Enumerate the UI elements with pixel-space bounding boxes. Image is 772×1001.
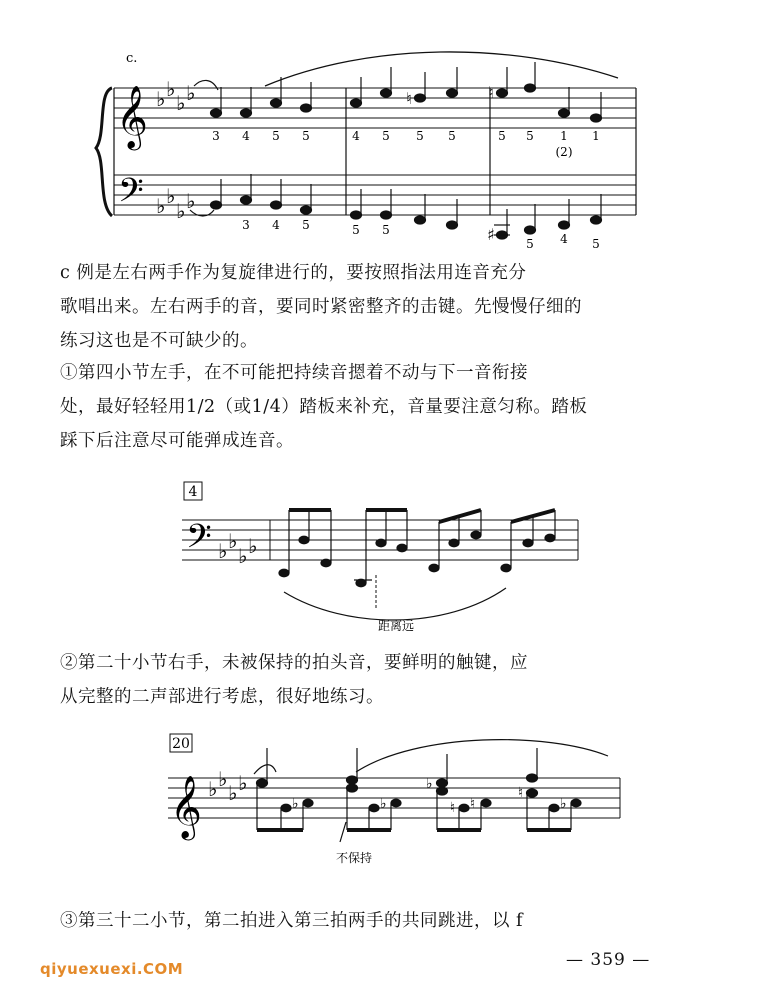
measure-number: 20 <box>172 736 190 752</box>
slur-right-hand <box>265 52 618 86</box>
text-line: 歌唱出来。左右两手的音，要同时紧密整齐的击键。先慢慢仔细的 <box>60 297 582 317</box>
measure-4-notes <box>279 510 555 587</box>
text-line: 处，最好轻轻用1/2（或1/4）踏板来补充，音量要注意匀称。踏板 <box>60 397 588 417</box>
page-number: — 359 — <box>566 950 651 970</box>
score-example-measure-20 <box>168 732 628 882</box>
svg-text:5: 5 <box>302 129 310 143</box>
svg-text:5: 5 <box>498 129 506 143</box>
annotation-distance: 距离远 <box>378 619 415 633</box>
svg-text:♮: ♮ <box>470 796 476 812</box>
slur-distance <box>284 588 506 620</box>
text-line: ①第四小节左手，在不可能把持续音摁着不动与下一音衔接 <box>60 363 528 383</box>
svg-text:5: 5 <box>352 223 360 237</box>
svg-text:♭: ♭ <box>560 796 567 812</box>
svg-text:5: 5 <box>592 237 600 250</box>
svg-text:♭: ♭ <box>292 796 299 812</box>
svg-text:5: 5 <box>272 129 280 143</box>
tie-start <box>194 80 218 90</box>
text-line: 从完整的二声部进行考虑，很好地练习。 <box>60 687 384 707</box>
svg-text:♭: ♭ <box>238 771 248 795</box>
svg-text:♭: ♭ <box>238 544 248 568</box>
text-line: c 例是左右两手作为复旋律进行的，要按照指法用连音充分 <box>60 263 527 283</box>
treble-clef-icon: 𝄞 <box>116 85 148 148</box>
bass-notes <box>211 174 602 239</box>
watermark: qiyuexuexi.COM <box>40 960 184 978</box>
key-signature-treble <box>208 767 247 805</box>
svg-text:♮: ♮ <box>450 800 456 816</box>
svg-text:♭: ♭ <box>186 189 196 213</box>
svg-text:5: 5 <box>382 129 390 143</box>
svg-text:3: 3 <box>212 129 220 143</box>
tie-measure-20 <box>254 765 276 774</box>
measure-number: 4 <box>188 484 198 500</box>
svg-text:♮: ♮ <box>518 785 524 801</box>
text-line: ②第二十小节右手，未被保持的拍头音，要鲜明的触键，应 <box>60 653 528 673</box>
grand-staff-brace <box>96 88 112 216</box>
paragraph-example-c-explanation <box>60 256 700 358</box>
score-example-measure-4 <box>176 480 596 640</box>
text-line: ③第三十二小节，第二拍进入第三拍两手的共同跳进，以 f <box>60 911 524 931</box>
svg-text:♭: ♭ <box>186 81 196 105</box>
non-sustain-marker <box>340 822 346 842</box>
bass-clef-icon: 𝄢 <box>118 172 144 218</box>
svg-text:♭: ♭ <box>218 767 228 791</box>
svg-text:♭: ♭ <box>166 184 176 208</box>
score-example-c <box>90 40 650 250</box>
svg-text:♭: ♭ <box>176 91 186 115</box>
svg-text:♮: ♮ <box>406 89 412 108</box>
key-signature-treble <box>156 77 195 115</box>
svg-text:4: 4 <box>560 232 568 246</box>
svg-text:5: 5 <box>526 129 534 143</box>
svg-text:4: 4 <box>352 129 360 143</box>
accidentals-measure-20 <box>292 776 567 816</box>
svg-text:♭: ♭ <box>426 776 433 792</box>
svg-text:♭: ♭ <box>208 777 218 801</box>
slur-measure-20 <box>356 740 608 772</box>
paragraph-measure-32-note <box>60 904 700 938</box>
paragraph-measure-4-note <box>60 356 700 458</box>
svg-text:1: 1 <box>592 129 600 143</box>
section-label: c. <box>126 51 138 66</box>
svg-text:♭: ♭ <box>156 87 166 111</box>
text-line: 踩下后注意尽可能弹成连音。 <box>60 431 294 451</box>
svg-text:(2): (2) <box>555 145 573 159</box>
svg-text:♭: ♭ <box>176 199 186 223</box>
svg-text:5: 5 <box>382 223 390 237</box>
svg-text:5: 5 <box>448 129 456 143</box>
svg-text:♭: ♭ <box>228 529 238 553</box>
svg-text:4: 4 <box>242 129 250 143</box>
svg-text:5: 5 <box>416 129 424 143</box>
svg-text:♭: ♭ <box>166 77 176 101</box>
svg-text:1: 1 <box>560 129 568 143</box>
key-signature-bass <box>156 184 195 223</box>
key-signature-bass <box>218 529 257 568</box>
svg-text:3: 3 <box>242 218 250 232</box>
svg-text:♭: ♭ <box>218 539 228 563</box>
svg-text:♭: ♭ <box>380 796 387 812</box>
svg-text:♮: ♮ <box>488 83 494 102</box>
fingering-right-hand <box>212 129 600 159</box>
svg-text:4: 4 <box>272 218 280 232</box>
text-line: 练习这也是不可缺少的。 <box>60 331 258 351</box>
paragraph-measure-20-note <box>60 646 700 714</box>
svg-text:♭: ♭ <box>156 194 166 218</box>
svg-text:♭: ♭ <box>248 534 258 558</box>
sharp-sign: ♯ <box>487 225 495 244</box>
bass-clef-icon: 𝄢 <box>186 518 212 564</box>
svg-text:5: 5 <box>302 218 310 232</box>
treble-clef-icon: 𝄞 <box>170 775 202 838</box>
annotation-not-sustained: 不保持 <box>336 851 373 865</box>
svg-text:♭: ♭ <box>228 781 238 805</box>
svg-text:5: 5 <box>526 237 534 250</box>
